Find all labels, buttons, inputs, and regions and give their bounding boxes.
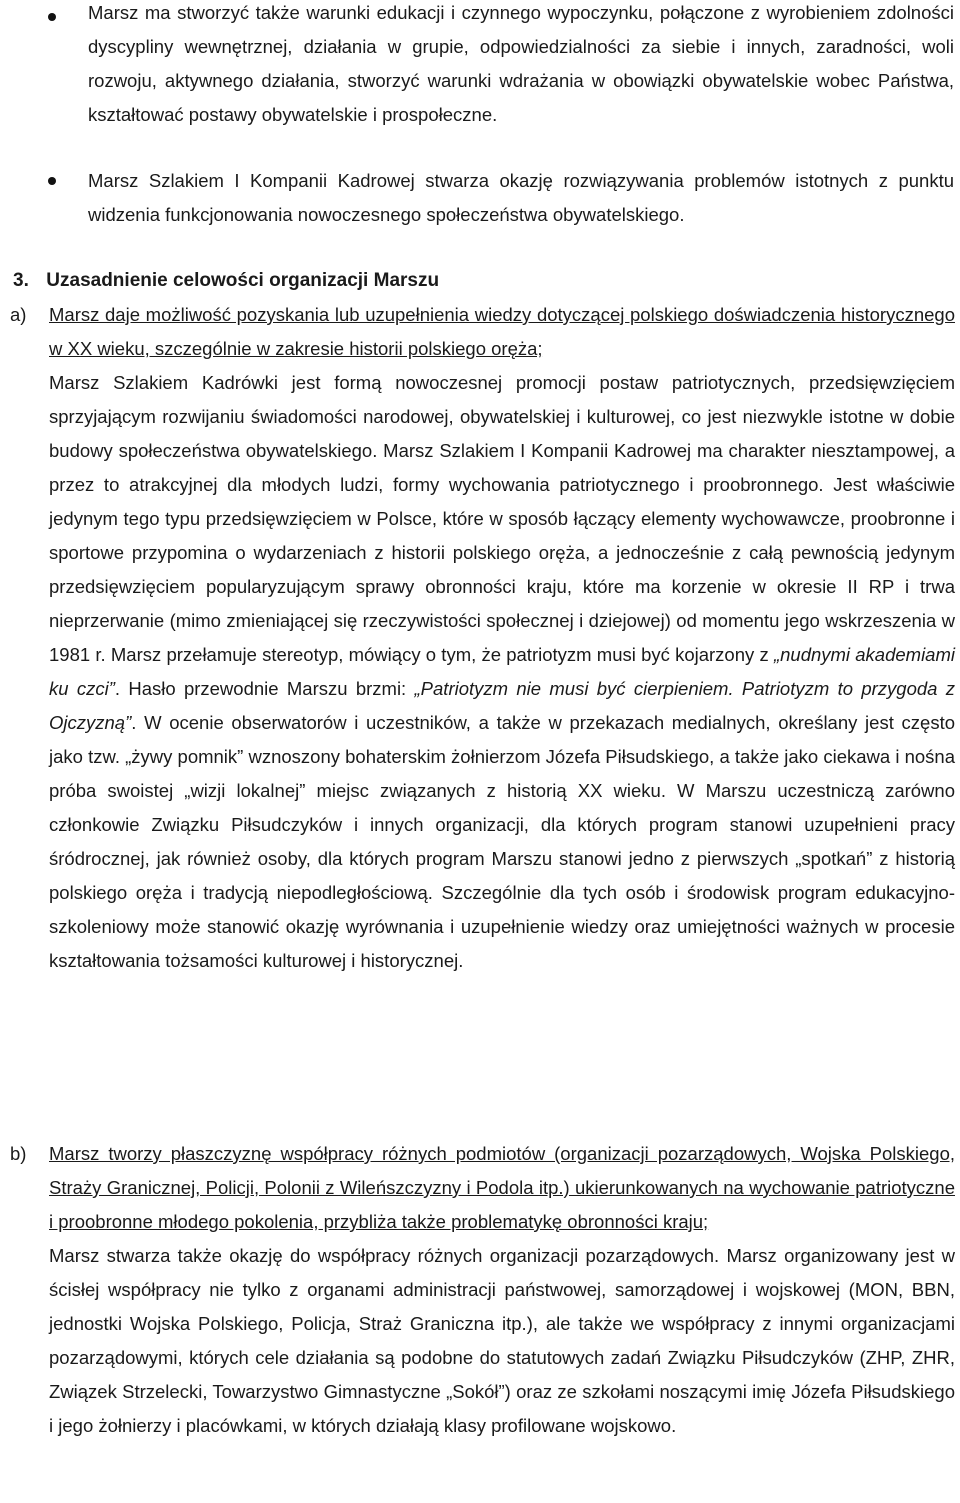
- section-a-quote-1: „nudnymi akademiami ku czci”: [49, 644, 955, 699]
- bullet-marker: [48, 13, 56, 21]
- section-a-label: a): [10, 304, 27, 325]
- section-a-lead: Marsz daje możliwość pozyskania lub uzupełnienia wiedzy dotyczącej polskiego doświadczenia historycznego w XX wieku, szczególnie w zakresie historii polskiego oręża;: [49, 304, 955, 359]
- bullet-marker: [48, 177, 56, 185]
- section-a-text-3: . W ocenie obserwatorów i uczestników, a także w przekazach medialnych, określany jest często jako tzw. „żywy pomnik” wznoszony bohaterskim żołnierzom Józefa Piłsudskiego, a także jako ciekawa i nośna próba swoistej „wizji lokalnej” miejsc związanych z historią XX wieku. W Marszu uczestniczą zarówno członkowie Związku Piłsudczyków i innych organizacji, dla których program stanowi uzupełnieni pracy śródrocznej, jak również osoby, dla których program Marszu stanowi jedno z pierwszych „spotkań” z historią polskiego oręża i tradycją niepodległościową. Szczególnie dla tych osób i środowisk program edukacyjno-szkoleniowy może stanowić okazję wyrównania i uzupełnienie wiedzy oraz umiejętności ważnych w procesie kształtowania tożsamości kulturowej i historycznej.: [49, 712, 955, 971]
- section-a-quote-2: „Patriotyzm nie musi być cierpieniem. Patriotyzm to przygoda z Ojczyzną”: [49, 678, 955, 733]
- section-b-lead: Marsz tworzy płaszczyznę współpracy różnych podmiotów (organizacji pozarządowych, Wojska Polskiego, Straży Granicznej, Policji, Polonii z Wileńszczyzny i Podola itp.) ukierunkowanych na wychowanie patriotyczne i proobronne młodego pokolenia, przybliża także problematykę obronności kraju;: [49, 1143, 955, 1232]
- section-heading: [13, 264, 439, 298]
- section-a-text-1: Marsz Szlakiem Kadrówki jest formą nowoczesnej promocji postaw patriotycznych, przedsięwzięciem sprzyjającym rozwijaniu świadomości narodowej, obywatelskiej i kulturowej, co jest niezwykle istotne w dobie budowy społeczeństwa obywatelskiego. Marsz Szlakiem I Kompanii Kadrowej ma charakter niesztampowej, a przez to atrakcyjnej dla młodych ludzi, formy wychowania patriotycznego i proobronnego. Jest właściwie jedynym tego typu przedsięwzięciem w Polsce, które w sposób łączący elementy wychowawcze, proobronne i sportowe przypomina o wydarzeniach z historii polskiego oręża, a jednocześnie z całą pewnością jedynym przedsięwzięciem popularyzującym sprawy obronności kraju, które ma korzenie w okresie II RP i trwa nieprzerwanie (mimo zmieniającej się rzeczywistości społecznej i dziejowej) od momentu jego wskrzeszenia w 1981 r. Marsz przełamuje stereotyp, mówiący o tym, że patriotyzm musi być kojarzony z: [49, 372, 955, 665]
- section-a-body: [49, 298, 955, 978]
- bullet-item-1: Marsz ma stworzyć także warunki edukacji i czynnego wypoczynku, połączone z wyrobieniem zdolności dyscypliny wewnętrznej, działania w grupie, odpowiedzialności za siebie i innych, zaradności, woli rozwoju, aktywnego działania, stworzyć warunki wdrażania w obowiązki obywatelskie wobec Państwa, kształtować postawy obywatelskie i prospołeczne.: [88, 2, 954, 125]
- section-b-label: b): [10, 1143, 27, 1164]
- bullet-item-2: Marsz Szlakiem I Kompanii Kadrowej stwarza okazję rozwiązywania problemów istotnych z punktu widzenia funkcjonowania nowoczesnego społeczeństwa obywatelskiego.: [88, 170, 954, 225]
- section-title: Uzasadnienie celowości organizacji Marszu: [46, 270, 440, 291]
- section-number: 3.: [13, 270, 29, 291]
- section-b-body: [49, 1137, 955, 1443]
- section-b-text-1: Marsz stwarza także okazję do współpracy różnych organizacji pozarządowych. Marsz organizowany jest w ścisłej współpracy nie tylko z organami administracji państwowej, samorządowej i wojskowej (MON, BBN, jednostki Wojska Polskiego, Policja, Straż Graniczna itp.), ale także we współpracy z innymi organizacjami pozarządowymi, których cele działania są podobne do statutowych zadań Związku Piłsudczyków (ZHP, ZHR, Związek Strzelecki, Towarzystwo Gimnastyczne „Sokół”) oraz ze szkołami noszącymi imię Józefa Piłsudskiego i jego żołnierzy i placówkami, w których działają klasy profilowane wojskowo.: [49, 1245, 955, 1436]
- section-a-text-2: . Hasło przewodnie Marszu brzmi:: [114, 678, 415, 699]
